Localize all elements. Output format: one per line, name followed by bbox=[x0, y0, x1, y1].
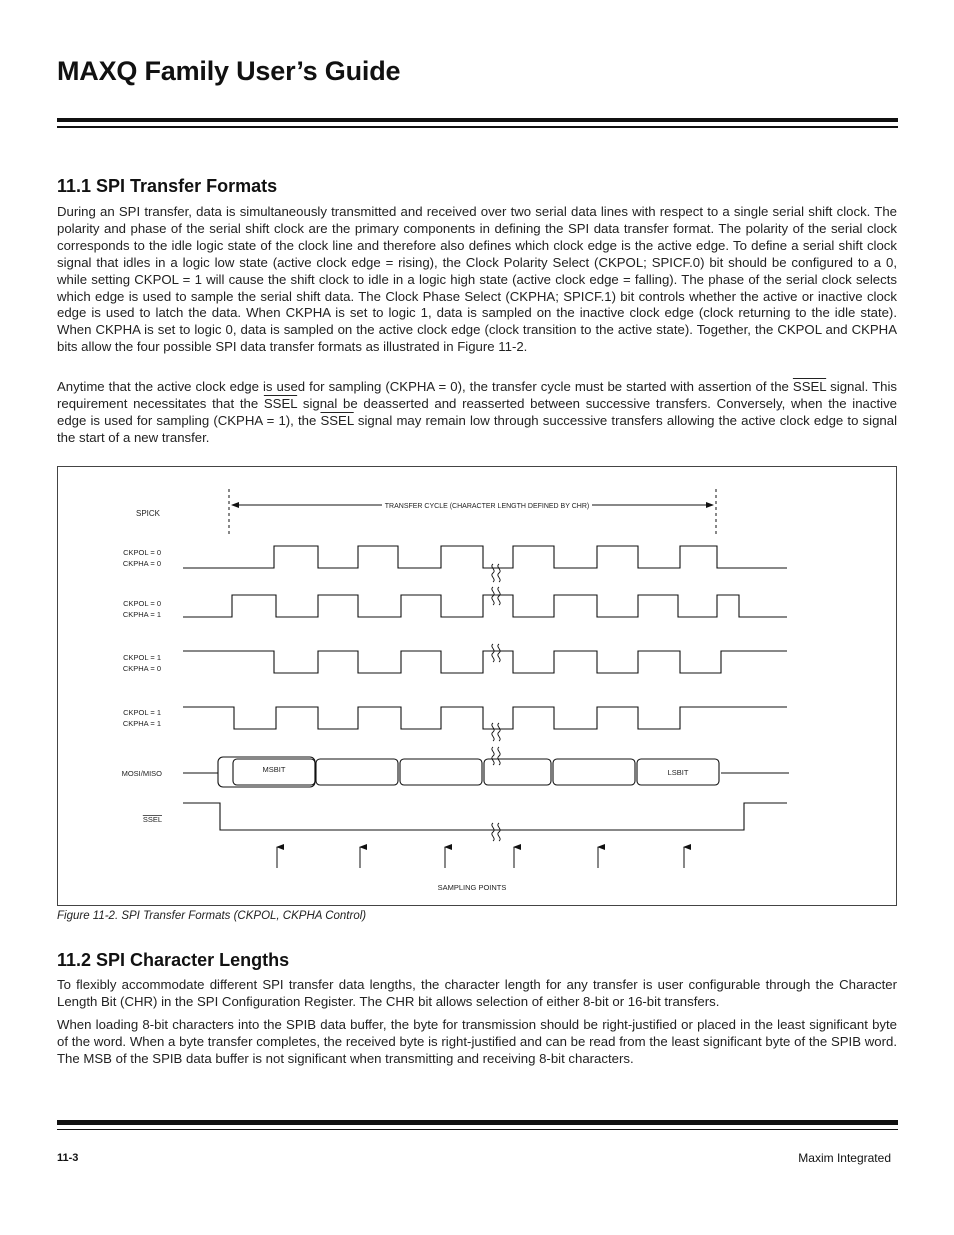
timing-diagram-svg bbox=[58, 467, 898, 907]
row-label-ckpha: CKPHA = 0 bbox=[122, 559, 161, 568]
spick-label: SPICK bbox=[135, 509, 160, 518]
footer-rule-thick bbox=[57, 1120, 898, 1125]
row-label-ckpha: CKPHA = 1 bbox=[122, 719, 161, 728]
header-rule-thin bbox=[57, 126, 898, 128]
sampling-arrows bbox=[277, 847, 684, 868]
mosi-data-cells bbox=[218, 757, 719, 787]
paragraph-byte-loading: When loading 8-bit characters into the SPIB data buffer, the byte for transmission should be right-justified or placed in the least significant byte of the word. When a byte transfer completes, the received byte is right-justified and can be read from the least significant byte of the SPIB word. The MSB of the SPIB data buffer is not significant when transmitting and receiving 8-bit characters. bbox=[57, 1017, 897, 1066]
waveform-ckpol0-ckpha0 bbox=[183, 546, 787, 568]
row-label-ckpol: CKPOL = 1 bbox=[123, 708, 161, 717]
timing-diagram bbox=[57, 466, 897, 906]
row-label-ckpol: CKPOL = 0 bbox=[123, 599, 161, 608]
footer-rule-thin bbox=[57, 1129, 898, 1130]
row-label-ckpol: CKPOL = 1 bbox=[123, 653, 161, 662]
ssel-signal-name: SSEL bbox=[792, 379, 827, 394]
transfer-cycle-label: TRANSFER CYCLE (CHARACTER LENGTH DEFINED BY CHR) bbox=[384, 503, 590, 510]
sampling-points-label: SAMPLING POINTS bbox=[437, 883, 507, 892]
header-rule-thick bbox=[57, 118, 898, 122]
figure-caption: Figure 11-2. SPI Transfer Formats (CKPOL, CKPHA Control) bbox=[57, 910, 367, 922]
row-label-ckpha: CKPHA = 1 bbox=[122, 610, 161, 619]
mosi-miso-label: MOSI/MISO bbox=[121, 769, 162, 778]
waveform-ssel bbox=[183, 803, 787, 830]
waveform-ckpol0-ckpha1 bbox=[183, 595, 787, 617]
paragraph-character-length: To flexibly accommodate different SPI transfer data lengths, the character length for any transfer is user configurable through the Character Length Bit (CHR) in the SPI Configuration Register. The CHR bit allows selection of either 8-bit or 16-bit transfers. bbox=[57, 977, 897, 1009]
msbit-label: MSBIT bbox=[262, 765, 286, 774]
section-heading-character-lengths: 11.2 SPI Character Lengths bbox=[57, 950, 290, 970]
row-label-ckpha: CKPHA = 0 bbox=[122, 664, 161, 673]
paragraph-ssel-usage: Anytime that the active clock edge is used for sampling (CKPHA = 0), the transfer cycle must be started with assertion of the SSEL signal. This requirement necessitates that the SSEL signal be deasserted and reasserted between successive transfers. Conversely, when the inactive edge is used for sampling (CKPHA = 1), the SSEL signal may remain low through successive transfers allowing the active clock edge to signal the start of a new transfer. bbox=[57, 379, 897, 445]
section-heading-transfer-formats: 11.1 SPI Transfer Formats bbox=[57, 176, 278, 196]
ssel-label: SSEL bbox=[142, 815, 162, 824]
waveform-ckpol1-ckpha0 bbox=[183, 651, 787, 673]
lsbit-label: LSBIT bbox=[667, 768, 689, 777]
company-name: Maxim Integrated bbox=[798, 1151, 891, 1165]
page-number: 11-3 bbox=[57, 1152, 79, 1164]
paragraph-transfer-formats: During an SPI transfer, data is simultaneously transmitted and received over two serial data lines with respect to a single serial shift clock. The polarity and phase of the serial shift clock are the primary components in defining the SPI data transfer format. The polarity of the serial clock corresponds to the idle logic state of the clock line and therefore also defines which clock edge is the active edge. To define a serial shift clock signal that idles in a logic low state (active clock edge = rising), the Clock Polarity Select (CKPOL; SPICF.0) bit should be configured to a 0, while setting CKPOL = 1 will cause the shift clock to idle in a logic high state (active clock edge = falling). The phase of the serial clock selects which edge is used to sample the serial shift data. The Clock Phase Select (CKPHA; SPICF.1) bit controls whether the active or inactive clock edge is used to latch the data. When CKPHA is set to logic 1, data is sampled on the inactive clock edge (clock returning to the idle state). When CKPHA is set to logic 0, data is sampled on the active clock edge (clock transition to the active state). Together, the CKPOL and CKPHA bits allow the four possible SPI data transfer formats as illustrated in Figure 11-2. bbox=[57, 204, 897, 355]
break-marks bbox=[492, 564, 500, 841]
row-label-ckpol: CKPOL = 0 bbox=[123, 548, 161, 557]
ssel-signal-name: SSEL bbox=[320, 412, 354, 428]
ssel-signal-name: SSEL bbox=[263, 395, 298, 411]
waveform-ckpol1-ckpha1 bbox=[183, 707, 787, 729]
page-title: MAXQ Family User’s Guide bbox=[57, 56, 401, 86]
